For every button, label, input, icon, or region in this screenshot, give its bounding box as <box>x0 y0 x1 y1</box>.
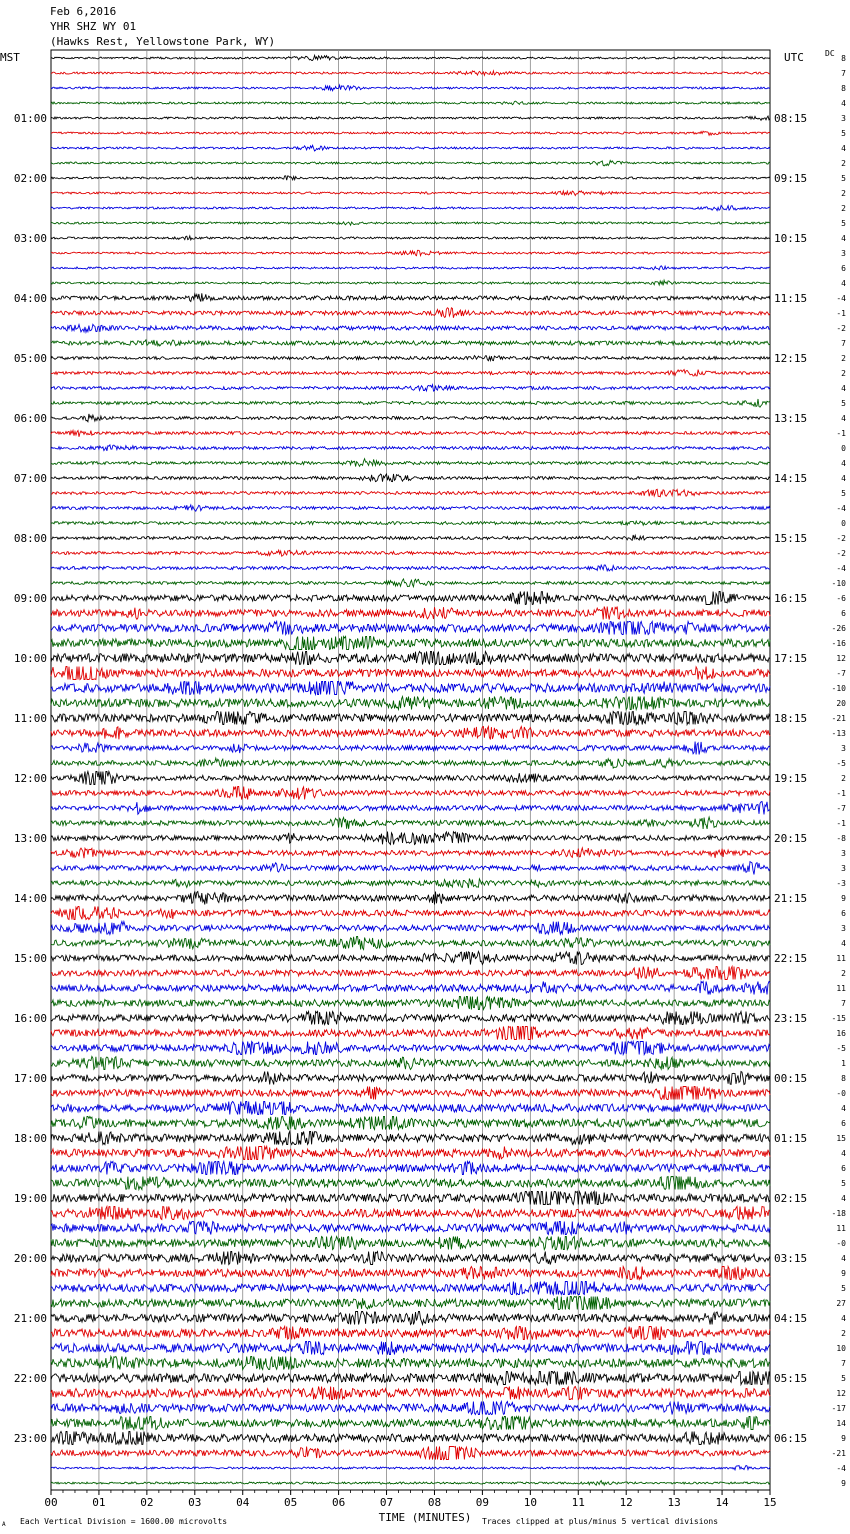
seismic-trace <box>51 772 770 785</box>
seismic-trace <box>51 1012 770 1025</box>
seismic-trace <box>51 131 770 135</box>
left-hour-label: 16:00 <box>13 1012 47 1025</box>
dc-offset-label: -18 <box>831 1209 846 1218</box>
dc-offset-label: -4 <box>836 1464 846 1473</box>
seismic-trace <box>51 1132 770 1145</box>
dc-offset-label: 7 <box>841 1359 846 1368</box>
dc-offset-label: 12 <box>836 654 846 663</box>
seismic-trace <box>51 1177 770 1190</box>
right-hour-label: 06:15 <box>774 1432 808 1445</box>
dc-offset-label: 4 <box>841 144 846 153</box>
left-hour-label: 20:00 <box>13 1252 47 1265</box>
left-hour-label: 03:00 <box>13 232 47 245</box>
seismic-trace <box>51 356 770 361</box>
seismic-trace <box>51 505 770 511</box>
dc-offset-label: 5 <box>841 399 846 408</box>
seismic-trace <box>51 1297 770 1310</box>
dc-offset-label: 6 <box>841 1164 846 1173</box>
dc-offset-label: 2 <box>841 189 846 198</box>
dc-offset-label: 2 <box>841 204 846 213</box>
dc-offset-label: 20 <box>836 699 846 708</box>
seismic-trace <box>51 1327 770 1340</box>
dc-offset-label: 4 <box>841 1314 846 1323</box>
left-timezone-label: MST <box>0 51 20 64</box>
dc-offset-label: -15 <box>831 1014 846 1023</box>
dc-offset-label: -21 <box>831 714 846 723</box>
dc-offset-label: -3 <box>836 879 846 888</box>
dc-offset-label: 0 <box>841 519 846 528</box>
seismic-trace <box>51 1042 770 1055</box>
seismic-trace <box>51 592 770 605</box>
x-tick-label: 07 <box>379 1496 394 1509</box>
left-hour-label: 06:00 <box>13 412 47 425</box>
seismic-trace <box>51 459 770 467</box>
seismic-trace <box>51 982 770 995</box>
dc-offset-label: 9 <box>841 894 846 903</box>
left-hour-label: 04:00 <box>13 292 47 305</box>
seismic-trace <box>51 565 770 571</box>
right-hour-label: 08:15 <box>774 112 808 125</box>
dc-offset-label: 27 <box>836 1299 846 1308</box>
seismic-trace <box>51 967 770 980</box>
seismic-trace <box>51 802 770 815</box>
seismic-trace <box>51 1117 770 1130</box>
seismic-trace <box>51 787 770 800</box>
footer-clip-note: Traces clipped at plus/minus 5 vertical divisions <box>482 1517 719 1526</box>
dc-offset-label: 11 <box>836 954 846 963</box>
seismic-trace <box>51 1102 770 1115</box>
seismic-trace <box>51 848 770 858</box>
seismic-trace <box>51 550 770 556</box>
dc-offset-label: 3 <box>841 849 846 858</box>
seismic-trace <box>51 1087 770 1100</box>
right-hour-label: 13:15 <box>774 412 808 425</box>
x-tick-label: 12 <box>619 1496 633 1509</box>
seismic-trace <box>51 71 770 75</box>
right-hour-label: 10:15 <box>774 232 808 245</box>
dc-offset-label: 4 <box>841 414 846 423</box>
left-hour-label: 01:00 <box>13 112 47 125</box>
dc-column-label: DC <box>825 49 835 58</box>
seismic-trace <box>51 758 770 768</box>
right-hour-label: 05:15 <box>774 1372 808 1385</box>
seismic-trace <box>51 1072 770 1085</box>
x-tick-label: 08 <box>427 1496 442 1509</box>
dc-offset-label: 3 <box>841 249 846 258</box>
seismic-trace <box>51 340 770 346</box>
right-hour-label: 17:15 <box>774 652 808 665</box>
right-hour-label: 21:15 <box>774 892 808 905</box>
seismic-trace <box>51 907 770 920</box>
dc-offset-label: 8 <box>841 1074 846 1083</box>
dc-offset-label: 6 <box>841 264 846 273</box>
seismic-trace <box>51 116 770 120</box>
dc-offset-label: -16 <box>831 639 846 648</box>
left-hour-label: 09:00 <box>13 592 47 605</box>
right-hour-label: 22:15 <box>774 952 808 965</box>
seismic-trace <box>51 161 770 166</box>
seismic-trace <box>51 324 770 332</box>
dc-offset-label: -5 <box>836 1044 846 1053</box>
right-hour-label: 12:15 <box>774 352 808 365</box>
seismic-trace <box>51 742 770 755</box>
seismic-trace <box>51 862 770 875</box>
seismic-trace <box>51 489 770 497</box>
seismic-trace <box>51 1162 770 1175</box>
dc-offset-label: 4 <box>841 474 846 483</box>
dc-offset-label: -1 <box>836 309 846 318</box>
seismic-trace <box>51 1147 770 1160</box>
seismic-trace <box>51 1282 770 1295</box>
seismic-trace <box>51 1222 770 1235</box>
seismic-trace <box>51 191 770 196</box>
x-axis-label: TIME (MINUTES) <box>378 1511 472 1524</box>
seismic-trace <box>51 1207 770 1220</box>
dc-offset-label: 4 <box>841 1149 846 1158</box>
dc-offset-label: 6 <box>841 909 846 918</box>
dc-offset-label: 5 <box>841 1284 846 1293</box>
x-tick-label: 06 <box>331 1496 346 1509</box>
right-hour-label: 15:15 <box>774 532 808 545</box>
dc-offset-label: 4 <box>841 459 846 468</box>
dc-offset-label: 2 <box>841 354 846 363</box>
seismic-trace <box>51 236 770 240</box>
seismic-trace <box>51 521 770 525</box>
left-hour-label: 11:00 <box>13 712 47 725</box>
dc-offset-label: 4 <box>841 1194 846 1203</box>
dc-offset-label: 2 <box>841 969 846 978</box>
dc-offset-label: 7 <box>841 69 846 78</box>
seismic-trace <box>51 652 770 665</box>
dc-offset-label: 9 <box>841 1479 846 1488</box>
dc-offset-label: 8 <box>841 84 846 93</box>
seismic-trace <box>51 997 770 1010</box>
left-hour-label: 12:00 <box>13 772 47 785</box>
left-hour-label: 08:00 <box>13 532 47 545</box>
dc-offset-label: 10 <box>836 1344 846 1353</box>
seismic-trace <box>51 266 770 270</box>
dc-offset-label: -21 <box>831 1449 846 1458</box>
dc-offset-label: 5 <box>841 129 846 138</box>
right-hour-label: 04:15 <box>774 1312 808 1325</box>
right-hour-label: 01:15 <box>774 1132 808 1145</box>
seismic-trace <box>51 370 770 376</box>
dc-offset-label: 5 <box>841 174 846 183</box>
seismic-trace <box>51 712 770 725</box>
x-tick-label: 05 <box>284 1496 298 1509</box>
left-hour-label: 13:00 <box>13 832 47 845</box>
x-tick-label: 15 <box>763 1496 777 1509</box>
seismic-trace <box>51 607 770 620</box>
right-hour-label: 16:15 <box>774 592 808 605</box>
dc-offset-label: -13 <box>831 729 846 738</box>
right-hour-label: 02:15 <box>774 1192 808 1205</box>
dc-offset-label: 5 <box>841 219 846 228</box>
dc-offset-label: 9 <box>841 1434 846 1443</box>
dc-offset-label: 4 <box>841 234 846 243</box>
left-hour-label: 22:00 <box>13 1372 47 1385</box>
dc-offset-label: 4 <box>841 1104 846 1113</box>
corner-mark: A <box>2 1521 6 1528</box>
seismic-trace <box>51 474 770 482</box>
x-tick-label: 09 <box>475 1496 490 1509</box>
dc-offset-label: 4 <box>841 279 846 288</box>
dc-offset-label: 4 <box>841 1254 846 1263</box>
x-tick-label: 02 <box>140 1496 154 1509</box>
dc-offset-label: -2 <box>836 534 846 543</box>
seismic-trace <box>51 101 770 105</box>
seismic-trace <box>51 293 770 301</box>
seismic-trace <box>51 445 770 451</box>
dc-offset-label: -6 <box>836 594 846 603</box>
dc-offset-label: 7 <box>841 339 846 348</box>
dc-offset-label: 4 <box>841 939 846 948</box>
dc-offset-label: 2 <box>841 774 846 783</box>
left-hour-label: 07:00 <box>13 472 47 485</box>
seismic-trace <box>51 145 770 151</box>
dc-offset-label: -1 <box>836 819 846 828</box>
right-timezone-label: UTC <box>784 51 804 64</box>
dc-offset-label: 1 <box>841 1059 846 1068</box>
seismic-trace <box>51 952 770 965</box>
dc-offset-label: 15 <box>836 1134 846 1143</box>
x-tick-label: 00 <box>44 1496 58 1509</box>
left-hour-label: 05:00 <box>13 352 47 365</box>
dc-offset-label: -17 <box>831 1404 846 1413</box>
seismic-trace <box>51 1267 770 1280</box>
x-tick-label: 01 <box>92 1496 106 1509</box>
seismic-trace <box>51 1057 770 1070</box>
dc-offset-label: -8 <box>836 834 846 843</box>
seismic-trace <box>51 1432 770 1445</box>
seismic-trace <box>51 55 770 60</box>
left-hour-label: 14:00 <box>13 892 47 905</box>
dc-offset-label: -10 <box>831 579 846 588</box>
dc-offset-label: 4 <box>841 384 846 393</box>
seismic-trace <box>51 1417 770 1430</box>
station-label: YHR SHZ WY 01 <box>50 20 137 33</box>
seismic-trace <box>51 622 770 635</box>
dc-offset-label: -2 <box>836 324 846 333</box>
dc-offset-label: -4 <box>836 564 846 573</box>
seismic-trace <box>51 1357 770 1370</box>
dc-offset-label: 2 <box>841 369 846 378</box>
dc-offset-label: 2 <box>841 159 846 168</box>
right-hour-label: 11:15 <box>774 292 808 305</box>
seismic-trace <box>51 667 770 680</box>
seismic-trace <box>51 637 770 650</box>
seismic-trace <box>51 385 770 391</box>
seismic-trace <box>51 579 770 587</box>
dc-offset-label: 6 <box>841 1119 846 1128</box>
dc-offset-label: 2 <box>841 1329 846 1338</box>
left-hour-label: 19:00 <box>13 1192 47 1205</box>
dc-offset-label: -1 <box>836 789 846 798</box>
left-hour-label: 18:00 <box>13 1132 47 1145</box>
dc-offset-label: 12 <box>836 1389 846 1398</box>
seismic-trace <box>51 1402 770 1415</box>
right-hour-label: 19:15 <box>774 772 808 785</box>
dc-offset-label: 5 <box>841 1374 846 1383</box>
footer-scale-note: Each Vertical Division = 1600.00 microvolts <box>20 1517 228 1526</box>
dc-offset-label: 14 <box>836 1419 846 1428</box>
dc-offset-label: 5 <box>841 489 846 498</box>
dc-offset-label: 6 <box>841 609 846 618</box>
seismic-trace <box>51 308 770 318</box>
dc-offset-label: 3 <box>841 744 846 753</box>
dc-offset-label: -1 <box>836 429 846 438</box>
seismic-trace <box>51 682 770 695</box>
location-label: (Hawks Rest, Yellowstone Park, WY) <box>50 35 276 48</box>
dc-offset-label: -5 <box>836 759 846 768</box>
seismic-trace <box>51 431 770 437</box>
left-hour-label: 17:00 <box>13 1072 47 1085</box>
seismic-trace <box>51 1027 770 1040</box>
seismic-trace <box>51 1237 770 1250</box>
left-hour-label: 10:00 <box>13 652 47 665</box>
dc-offset-label: -7 <box>836 669 846 678</box>
seismic-trace <box>51 1192 770 1205</box>
dc-offset-label: 11 <box>836 1224 846 1233</box>
right-hour-label: 14:15 <box>774 472 808 485</box>
seismic-trace <box>51 922 770 935</box>
dc-offset-label: 8 <box>841 54 846 63</box>
right-hour-label: 23:15 <box>774 1012 808 1025</box>
seismic-trace <box>51 832 770 845</box>
right-hour-label: 03:15 <box>774 1252 808 1265</box>
dc-offset-label: 16 <box>836 1029 846 1038</box>
dc-offset-label: -7 <box>836 804 846 813</box>
left-hour-label: 02:00 <box>13 172 47 185</box>
seismic-trace <box>51 176 770 180</box>
seismic-trace <box>51 1372 770 1385</box>
dc-offset-label: 9 <box>841 1269 846 1278</box>
right-hour-label: 20:15 <box>774 832 808 845</box>
seismic-trace <box>51 1447 770 1460</box>
seismic-trace <box>51 727 770 740</box>
seismic-trace <box>51 206 770 211</box>
seismic-trace <box>51 937 770 950</box>
x-tick-label: 04 <box>236 1496 250 1509</box>
right-hour-label: 18:15 <box>774 712 808 725</box>
seismic-trace <box>51 817 770 829</box>
left-hour-label: 23:00 <box>13 1432 47 1445</box>
dc-offset-label: 4 <box>841 99 846 108</box>
left-hour-label: 21:00 <box>13 1312 47 1325</box>
seismic-trace <box>51 399 770 407</box>
seismic-trace <box>51 414 770 422</box>
seismic-trace <box>51 85 770 91</box>
seismic-trace <box>51 1342 770 1355</box>
dc-offset-label: -4 <box>836 504 846 513</box>
seismic-trace <box>51 1481 770 1486</box>
seismic-trace <box>51 250 770 255</box>
seismic-trace <box>51 697 770 710</box>
seismic-trace <box>51 535 770 540</box>
seismic-trace <box>51 1312 770 1325</box>
right-hour-label: 00:15 <box>774 1072 808 1085</box>
seismic-trace <box>51 1387 770 1400</box>
seismic-trace <box>51 879 770 889</box>
dc-offset-label: 7 <box>841 999 846 1008</box>
x-tick-label: 10 <box>523 1496 537 1509</box>
seismic-trace <box>51 280 770 285</box>
dc-offset-label: 0 <box>841 444 846 453</box>
right-hour-label: 09:15 <box>774 172 808 185</box>
date-label: Feb 6,2016 <box>50 5 117 18</box>
dc-offset-label: 3 <box>841 114 846 123</box>
dc-offset-label: -4 <box>836 294 846 303</box>
dc-offset-label: -0 <box>836 1239 846 1248</box>
dc-offset-label: -0 <box>836 1089 846 1098</box>
seismic-trace <box>51 222 770 225</box>
dc-offset-label: -26 <box>831 624 846 633</box>
x-tick-label: 03 <box>188 1496 202 1509</box>
x-tick-label: 13 <box>667 1496 681 1509</box>
dc-offset-label: 3 <box>841 924 846 933</box>
left-hour-label: 15:00 <box>13 952 47 965</box>
dc-offset-label: -2 <box>836 549 846 558</box>
seismic-trace <box>51 892 770 905</box>
trace-group <box>51 55 770 1485</box>
dc-offset-label: 11 <box>836 984 846 993</box>
seismic-trace <box>51 1252 770 1265</box>
dc-offset-label: 3 <box>841 864 846 873</box>
x-tick-label: 11 <box>571 1496 585 1509</box>
x-tick-label: 14 <box>715 1496 729 1509</box>
dc-offset-label: 5 <box>841 1179 846 1188</box>
dc-offset-label: -10 <box>831 684 846 693</box>
seismic-trace <box>51 1466 770 1470</box>
